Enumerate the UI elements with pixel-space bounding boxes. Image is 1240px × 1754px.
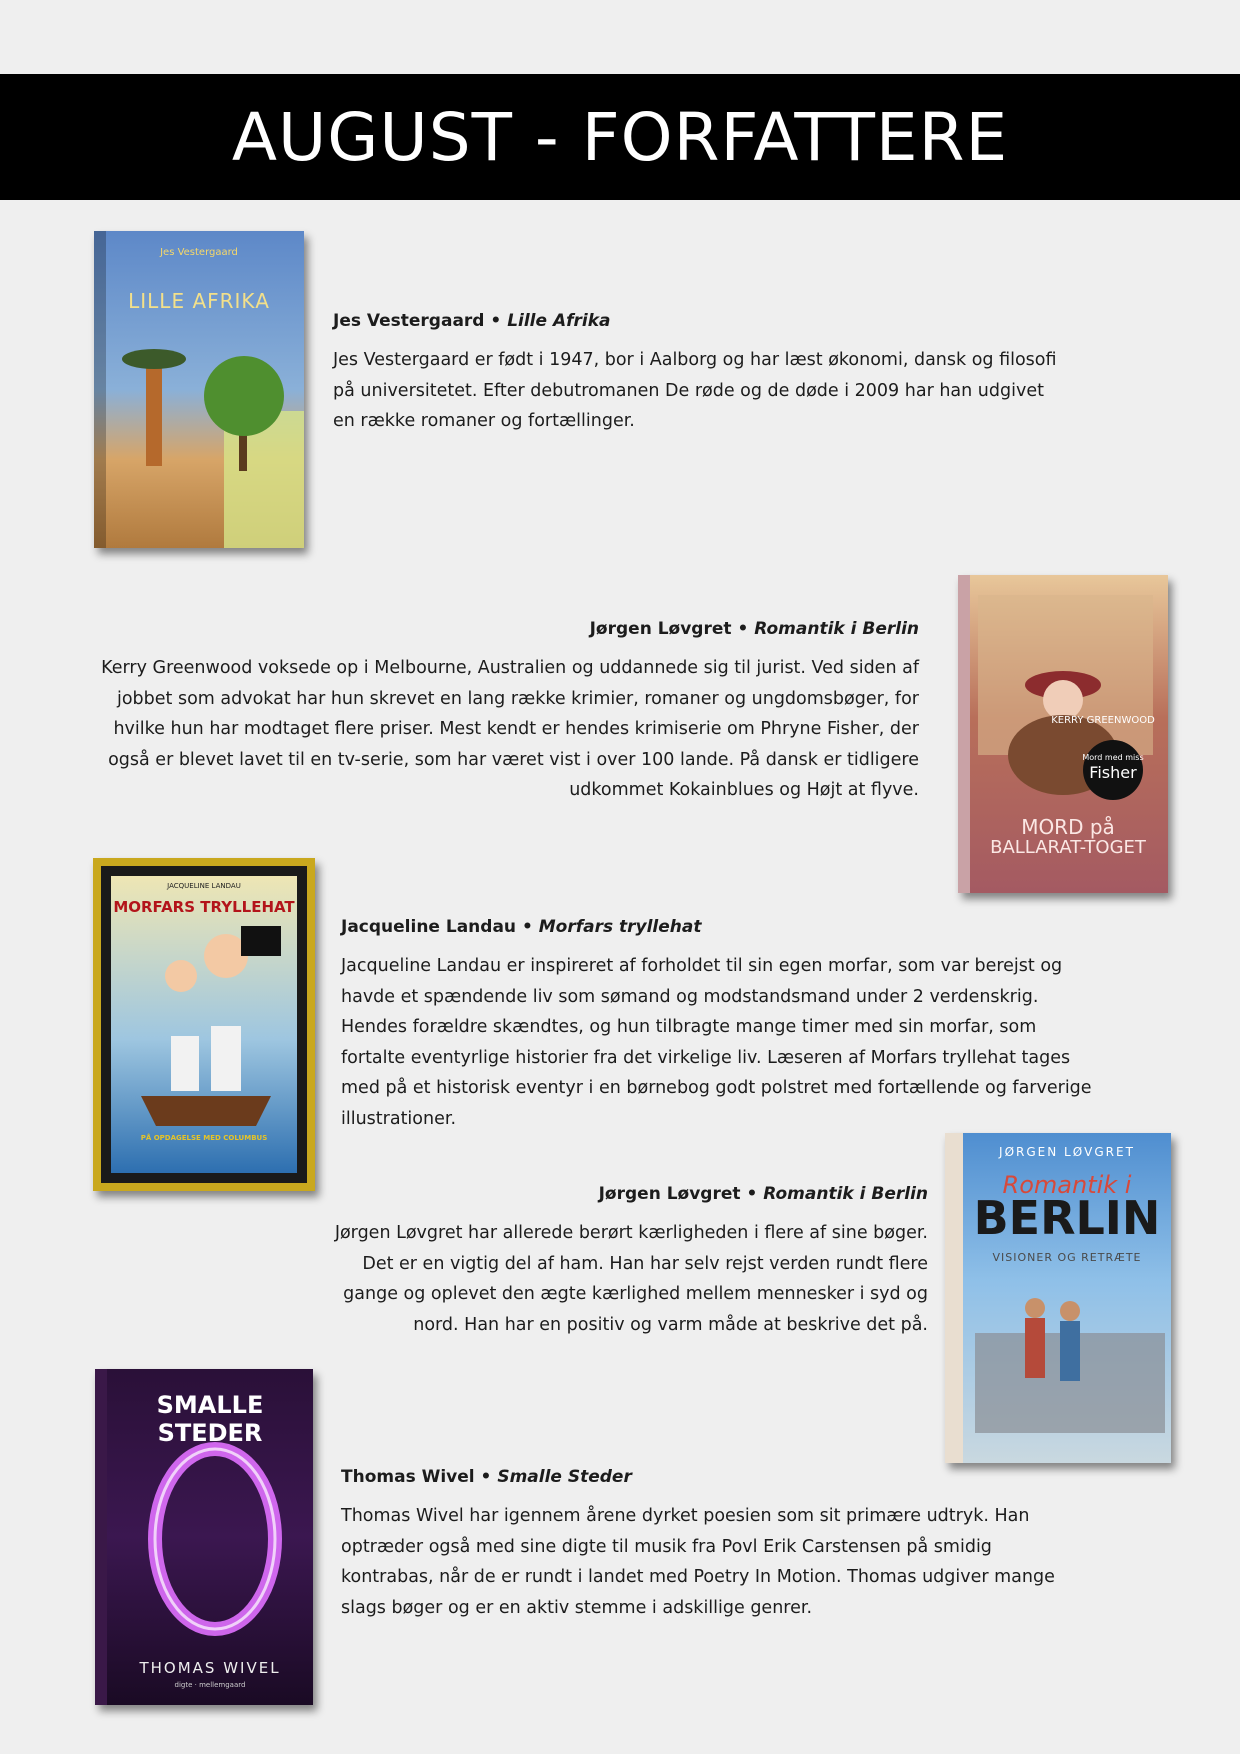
- tree-illustration: [94, 231, 304, 548]
- author-name: Thomas Wivel: [341, 1467, 475, 1487]
- author-name: Jørgen Løvgret: [598, 1184, 741, 1204]
- page-title: AUGUST - FORFATTERE: [231, 98, 1009, 176]
- cover-series: Mord med miss: [1082, 753, 1144, 762]
- entry-heading: [341, 917, 1101, 937]
- separator: •: [731, 619, 755, 639]
- book-title: Smalle Steder: [497, 1467, 632, 1487]
- cover-author: Jes Vestergaard: [160, 247, 238, 258]
- entry-thomas-wivel: [341, 1467, 1083, 1623]
- cover-author: THOMAS WIVEL: [139, 1659, 281, 1677]
- book-title: Romantik i Berlin: [763, 1184, 928, 1204]
- book-title: Romantik i Berlin: [754, 619, 919, 639]
- book-cover-lille-afrika: [94, 231, 304, 548]
- entry-jorgen-lovgret-2: [325, 1184, 928, 1340]
- cover-title: MORD på: [1021, 815, 1115, 839]
- cover-title-2: BALLARAT-TOGET: [990, 837, 1146, 858]
- book-cover-morfar: [93, 858, 315, 1191]
- entry-jes-vestergaard: [333, 311, 1068, 437]
- page-banner: [0, 74, 1240, 200]
- cover-title-2: BERLIN: [973, 1191, 1161, 1245]
- separator: •: [474, 1467, 498, 1487]
- author-bio: Jes Vestergaard er født i 1947, bor i Aalborg og har læst økonomi, dansk og filosofi på universitetet. Efter debutromanen De røde og de døde i 2009 har han udgivet en række romaner og fortællinger.: [333, 350, 1057, 431]
- cover-title: Romantik i: [1002, 1171, 1132, 1199]
- cover-title: LILLE AFRIKA: [128, 289, 270, 313]
- cover-author: JACQUELINE LANDAU: [167, 882, 241, 890]
- author-bio: Kerry Greenwood voksede op i Melbourne, Australien og uddannede sig til jurist. Ved siden af jobbet som advokat har hun skrevet en lang række krimier, romaner og ungdomsbøger, for hvilke hun har modtaget flere priser. Mest kendt er hendes krimiserie om Phryne Fisher, der også er blevet lavet til en tv-serie, som har været vist i over 100 lande. På dansk er tidligere udkommet Kokainblues og Højt at flyve.: [101, 658, 919, 800]
- cover-subtitle: PÅ OPDAGELSE MED COLUMBUS: [140, 1134, 268, 1142]
- book-title: Lille Afrika: [507, 311, 611, 331]
- cover-author: KERRY GREENWOOD: [1051, 715, 1155, 726]
- cover-subtitle: VISIONER OG RETRÆTE: [992, 1251, 1142, 1264]
- cover-imprint: digte · mellemgaard: [174, 1681, 246, 1689]
- author-bio: Jacqueline Landau er inspireret af forholdet til sin egen morfar, som var berejst og havde et spændende liv som sømand og modstandsmand under 2 verdenskrig. Hendes forældre skændtes, og hun tilbragte mange timer med sin morfar, som fortalte eventyrlige historier fra det virkelige liv. Læseren af Morfars tryllehat tages med på et historisk eventyr i en børnebog godt polstret med fortællende og farverige illustrationer.: [341, 956, 1092, 1129]
- separator: •: [516, 917, 539, 937]
- author-name: Jørgen Løvgret: [589, 619, 732, 639]
- book-cover-smalle-steder: [95, 1369, 313, 1705]
- author-name: Jes Vestergaard: [333, 311, 485, 331]
- author-name: Jacqueline Landau: [341, 917, 517, 937]
- book-cover-berlin: [945, 1133, 1171, 1463]
- cover-series-name: Fisher: [1089, 763, 1137, 782]
- book-cover-ballarat: [958, 575, 1168, 893]
- cover-author: JØRGEN LØVGRET: [999, 1145, 1135, 1159]
- entry-heading: [341, 1467, 1083, 1487]
- entry-jorgen-lovgret-1: [87, 619, 919, 806]
- cover-title: SMALLE STEDER: [156, 1391, 264, 1447]
- entry-heading: [325, 1184, 928, 1204]
- entry-heading: [87, 619, 919, 639]
- book-title: Morfars tryllehat: [538, 917, 702, 937]
- author-bio: Thomas Wivel har igennem årene dyrket poesien som sit primære udtryk. Han optræder også med sine digte til musik fra Povl Erik Carstensen på smidig kontrabas, når de er rundt i landet med Poetry In Motion. Thomas udgiver mange slags bøger og er en aktiv stemme i adskillige genrer.: [341, 1506, 1055, 1618]
- cover-title: MORFARS TRYLLEHAT: [113, 898, 295, 916]
- separator: •: [740, 1184, 764, 1204]
- ring-illustration: [95, 1369, 313, 1705]
- author-bio: Jørgen Løvgret har allerede berørt kærligheden i flere af sine bøger. Det er en vigtig del af ham. Han har selv rejst verden rundt flere gange og oplevet den ægte kærlighed mellem mennesker i syd og nord. Han har en positiv og varm måde at beskrive det på.: [334, 1223, 928, 1335]
- separator: •: [484, 311, 508, 331]
- entry-heading: [333, 311, 1068, 331]
- entry-jacqueline-landau: [341, 917, 1101, 1134]
- couple-illustration: [945, 1133, 1171, 1463]
